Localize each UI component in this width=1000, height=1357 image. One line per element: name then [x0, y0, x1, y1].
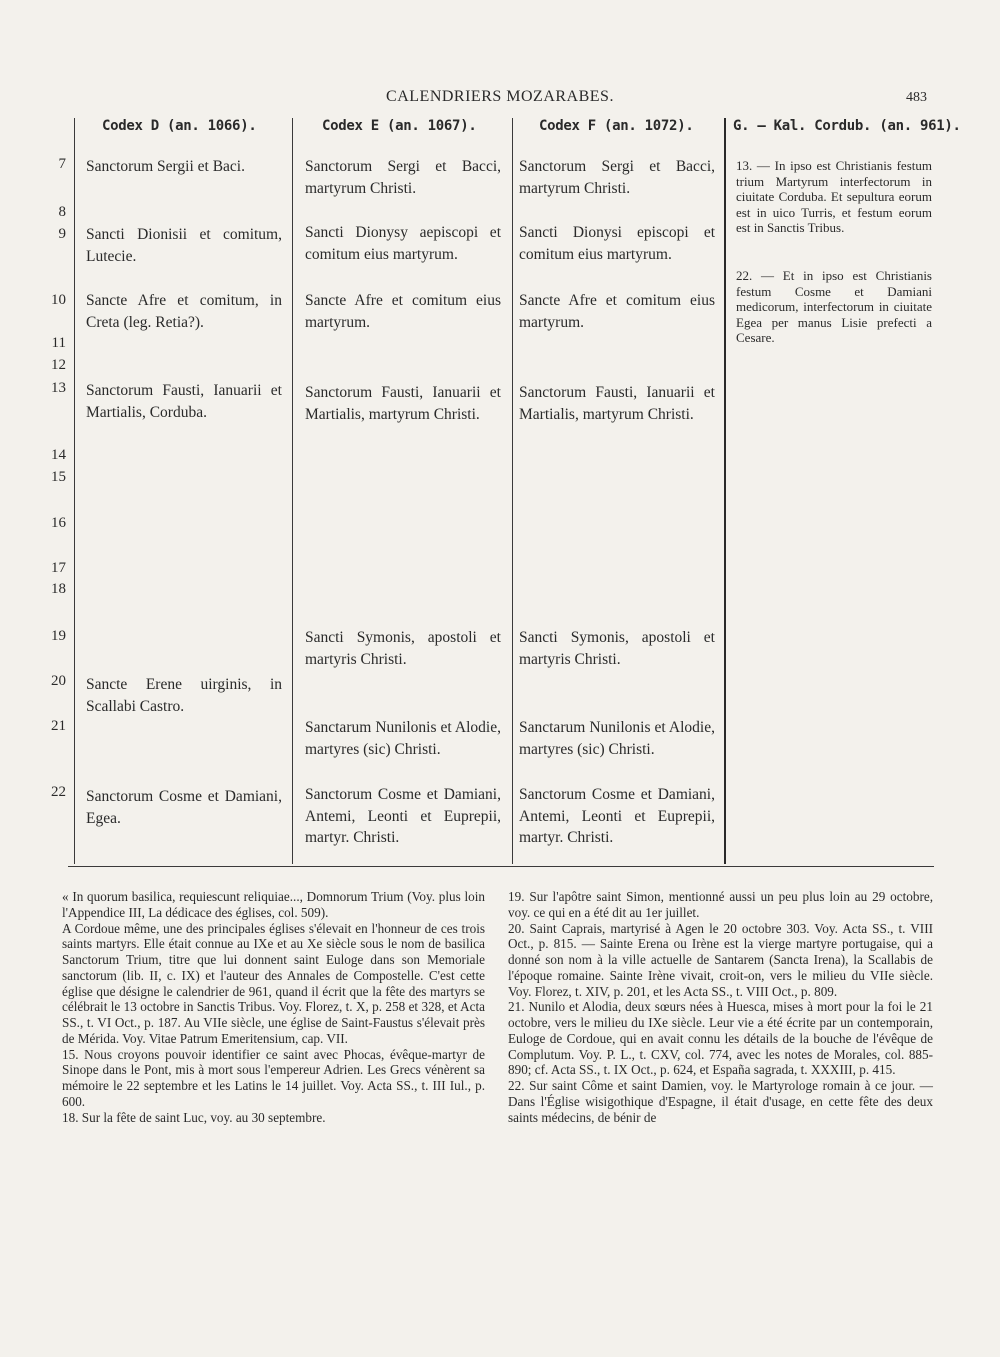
- codex-e-entry: Sanctorum Fausti, Ianuarii et Martialis, martyrum Christi.: [305, 384, 501, 423]
- table-rule-e-f: [512, 118, 513, 864]
- codex-f-entry: Sancte Afre et comitum eius martyrum.: [519, 292, 715, 331]
- codex-e-entry: Sanctorum Sergi et Bacci, martyrum Christi.: [305, 158, 501, 197]
- running-title: CALENDRIERS MOZARABES.: [386, 88, 614, 105]
- day-number: 19: [51, 628, 66, 644]
- codex-f-entry: Sanctorum Sergi et Bacci, martyrum Christi.: [519, 158, 715, 197]
- day-number: 14: [51, 447, 66, 463]
- table-rule-d-e: [292, 118, 293, 864]
- day-number: 13: [51, 380, 66, 396]
- codex-f-entry: Sancti Dionysi episcopi et comitum eius martyrum.: [519, 224, 715, 263]
- codex-d-entry: Sancti Dionisii et comitum, Lutecie.: [86, 226, 282, 265]
- codex-d-entry: Sanctorum Cosme et Damiani, Egea.: [86, 788, 282, 827]
- codex-d-entry: Sanctorum Sergii et Baci.: [86, 158, 245, 175]
- day-number: 16: [51, 515, 66, 531]
- day-number: 10: [51, 292, 66, 308]
- day-number: 20: [51, 673, 66, 689]
- footnote: 15. Nous croyons pouvoir identifier ce saint avec Phocas, évêque-martyr de Sinope dans le Pont, mis à mort sous l'empereur Adrien. Les Grecs vénèrent sa mémoire le 22 septembre et les Latins le 14 juillet. Voy. Acta SS., t. III Iul., p. 600.: [62, 1046, 485, 1109]
- codex-d-entry: Sancte Afre et comitum, in Creta (leg. Retia?).: [86, 292, 282, 331]
- codex-f-entry: Sanctorum Fausti, Ianuarii et Martialis, martyrum Christi.: [519, 384, 715, 423]
- codex-e-entry: Sancti Dionysy aepiscopi et comitum eius martyrum.: [305, 224, 501, 263]
- codex-e-entry: Sancti Symonis, apostoli et martyris Christi.: [305, 629, 501, 668]
- day-number: 12: [51, 357, 66, 373]
- day-number: 15: [51, 469, 66, 485]
- codex-d-entry: Sancte Erene uirginis, in Scallabi Castro.: [86, 676, 282, 715]
- footnote: 18. Sur la fête de saint Luc, voy. au 30 septembre.: [62, 1109, 326, 1125]
- footnote: A Cordoue même, une des principales églises s'élevait en l'honneur de ces trois saints martyrs. Elle était connue au IXe et au Xe siècle sous le nom de basilica Sanctorum Trium, titre que lui donnent saint Euloge dans son Memoriale sanctorum (lib. II, c. IX) et l'auteur des Annales de Compostelle. C'est cette église que désigne le calendrier de 961, quand il écrit que la fête des martyrs se célébrait le 13 octobre in Sanctis Tribus. Voy. Florez, t. X, p. 258 et 328, et Acta SS., t. VI Oct., p. 187. Au VIIe siècle, une église de Saint-Faustus s'élevait près de Mérida. Voy. Vitae Patrum Emeritensium, cap. VII.: [62, 920, 485, 1046]
- page-number: 483: [906, 90, 927, 105]
- notes-left-column: [62, 889, 485, 1125]
- kal-cordub-entry: 22. — Et in ipso est Christianis festum Cosme et Damiani medicorum, interfectorum in ciuitate Egea per manus Lisie prefecti a Cesare.: [736, 268, 932, 346]
- table-bottom-rule: [68, 866, 934, 867]
- day-number: 22: [51, 784, 66, 800]
- footnote: 19. Sur l'apôtre saint Simon, mentionné aussi un peu plus loin au 29 octobre, voy. ce qui en a été dit au 1er juillet.: [508, 889, 933, 920]
- codex-e-entry: Sancte Afre et comitum eius martyrum.: [305, 292, 501, 331]
- footnote: 20. Saint Caprais, martyrisé à Agen le 20 octobre 303. Voy. Acta SS., t. VIII Oct., p. 815. — Sainte Erena ou Irène est la vierge martyre portugaise, qui a donné son nom à la ville actuelle de Santarem (Sancta Irena), la Scallabis de l'époque romaine. Sainte Irène vivait, croit-on, vers le milieu du VIIe siècle. Voy. Florez, t. XIV, p. 201, et les Acta SS., t. VIII Oct., p. 809.: [508, 920, 933, 999]
- footnote: 22. Sur saint Côme et saint Damien, voy. le Martyrologe romain à ce jour. — Dans l'Église wisigothique d'Espagne, il était d'usage, en cette fête des deux saints médecins, de bénir de: [508, 1078, 933, 1125]
- day-number: 8: [58, 204, 66, 220]
- codex-f-entry: Sanctorum Cosme et Damiani, Antemi, Leonti et Euprepii, martyr. Christi.: [519, 786, 715, 846]
- codex-d-entry: Sanctorum Fausti, Ianuarii et Martialis, Corduba.: [86, 382, 282, 421]
- codex-f-entry: Sanctarum Nunilonis et Alodie, martyres (sic) Christi.: [519, 719, 715, 758]
- day-number: 18: [51, 581, 66, 597]
- footnote: 21. Nunilo et Alodia, deux sœurs nées à Huesca, mises à mort pour la foi le 21 octobre, vers le milieu du IXe siècle. Leur vie a été écrite par un contemporain, Euloge de Cordoue, qui en avait connu les détails de la bouche de l'évêque de Complutum. Voy. P. L., t. CXV, col. 774, avec les notes de Morales, col. 885-890; cf. Acta SS., t. IX Oct., p. 624, et España sagrada, t. XXXIII, p. 415.: [508, 999, 933, 1078]
- column-heading-codex-e: Codex E (an. 1067).: [322, 118, 477, 134]
- day-number: 7: [58, 156, 66, 172]
- day-number: 17: [51, 560, 66, 576]
- column-heading-codex-f: Codex F (an. 1072).: [539, 118, 694, 134]
- kal-cordub-entry: 13. — In ipso est Christianis festum trium Martyrum interfectorum in ciuitate Corduba. Et sepultura eorum est in uico Turris, et festum eorum est in Sanctis Tribus.: [736, 158, 932, 236]
- notes-right-column: [508, 889, 933, 1125]
- codex-e-entry: Sanctarum Nunilonis et Alodie, martyres (sic) Christi.: [305, 719, 501, 758]
- footnote: « In quorum basilica, requiescunt reliquiae..., Domnorum Trium (Voy. plus loin l'Appendice III, La dédicace des églises, col. 509).: [62, 889, 485, 920]
- day-number: 11: [51, 335, 66, 351]
- codex-f-entry: Sancti Symonis, apostoli et martyris Christi.: [519, 629, 715, 668]
- column-heading-codex-d: Codex D (an. 1066).: [102, 118, 257, 134]
- day-number: 21: [51, 718, 66, 734]
- table-rule-f-g: [724, 118, 726, 864]
- day-number: 9: [58, 226, 66, 242]
- column-heading-kal-cordub: G. — Kal. Cordub. (an. 961).: [733, 118, 961, 134]
- codex-e-entry: Sanctorum Cosme et Damiani, Antemi, Leonti et Euprepii, martyr. Christi.: [305, 786, 501, 846]
- table-rule-left: [74, 118, 75, 864]
